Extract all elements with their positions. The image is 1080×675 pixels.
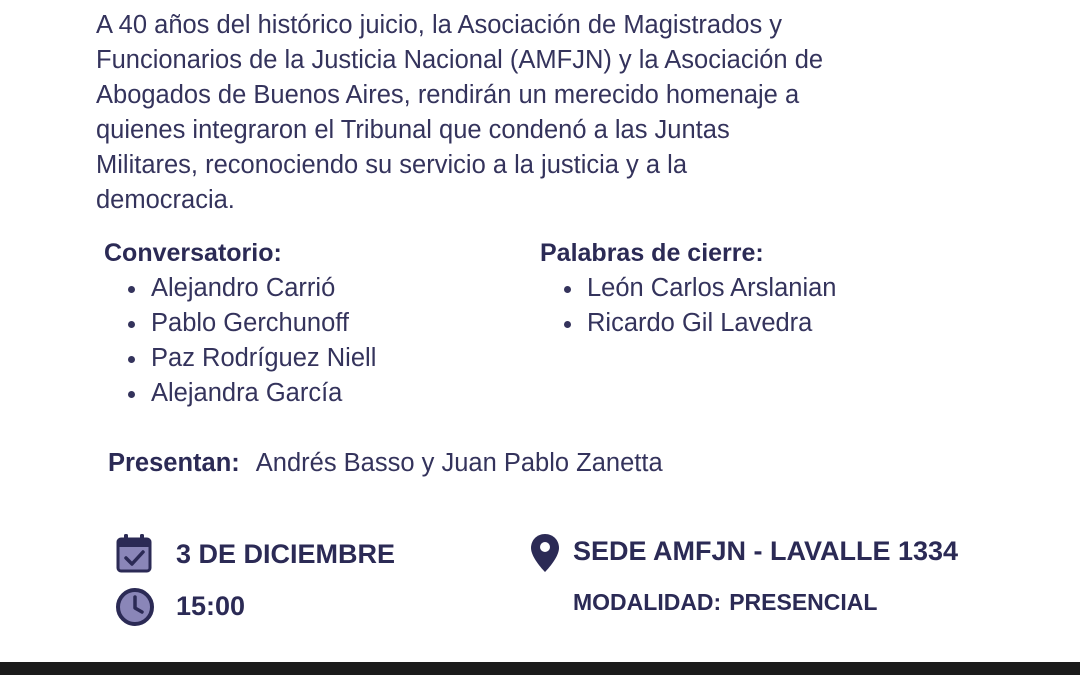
list-item: León Carlos Arslanian [562, 271, 836, 306]
presentan-label: Presentan: [108, 449, 240, 477]
list-item: Paz Rodríguez Niell [126, 341, 376, 376]
presentan-line [108, 446, 663, 481]
modalidad-line [573, 586, 877, 618]
intro-line: Funcionarios de la Justicia Nacional (AMFJN) y la Asociación de [96, 46, 824, 74]
intro-line: quienes integraron el Tribunal que condenó a las Juntas [96, 116, 730, 144]
presentan-value: Andrés Basso y Juan Pablo Zanetta [255, 449, 663, 477]
list-item: Pablo Gerchunoff [126, 306, 376, 341]
intro-paragraph [96, 8, 996, 218]
map-pin-icon [530, 533, 560, 573]
conversatorio-section [104, 236, 376, 411]
event-location: SEDE AMFJN - LAVALLE 1334 [573, 536, 959, 566]
modalidad-label: MODALIDAD: [573, 589, 722, 615]
bottom-band [0, 662, 1080, 675]
cierre-list [540, 271, 836, 341]
event-time: 15:00 [176, 591, 246, 621]
list-item: Alejandro Carrió [126, 271, 376, 306]
intro-line: democracia. [96, 186, 235, 214]
list-item: Ricardo Gil Lavedra [562, 306, 836, 341]
intro-line: A 40 años del histórico juicio, la Asociación de Magistrados y [96, 11, 783, 39]
conversatorio-list [104, 271, 376, 411]
intro-line: Abogados de Buenos Aires, rendirán un merecido homenaje a [96, 81, 800, 109]
conversatorio-heading: Conversatorio: [104, 239, 282, 267]
calendar-icon [116, 533, 152, 573]
list-item: Alejandra García [126, 376, 376, 411]
event-date: 3 DE DICIEMBRE [176, 539, 396, 569]
cierre-section [540, 236, 836, 341]
cierre-heading: Palabras de cierre: [540, 239, 764, 267]
modalidad-value: PRESENCIAL [729, 589, 878, 615]
clock-icon [115, 587, 155, 627]
intro-line: Militares, reconociendo su servicio a la justicia y a la [96, 151, 688, 179]
